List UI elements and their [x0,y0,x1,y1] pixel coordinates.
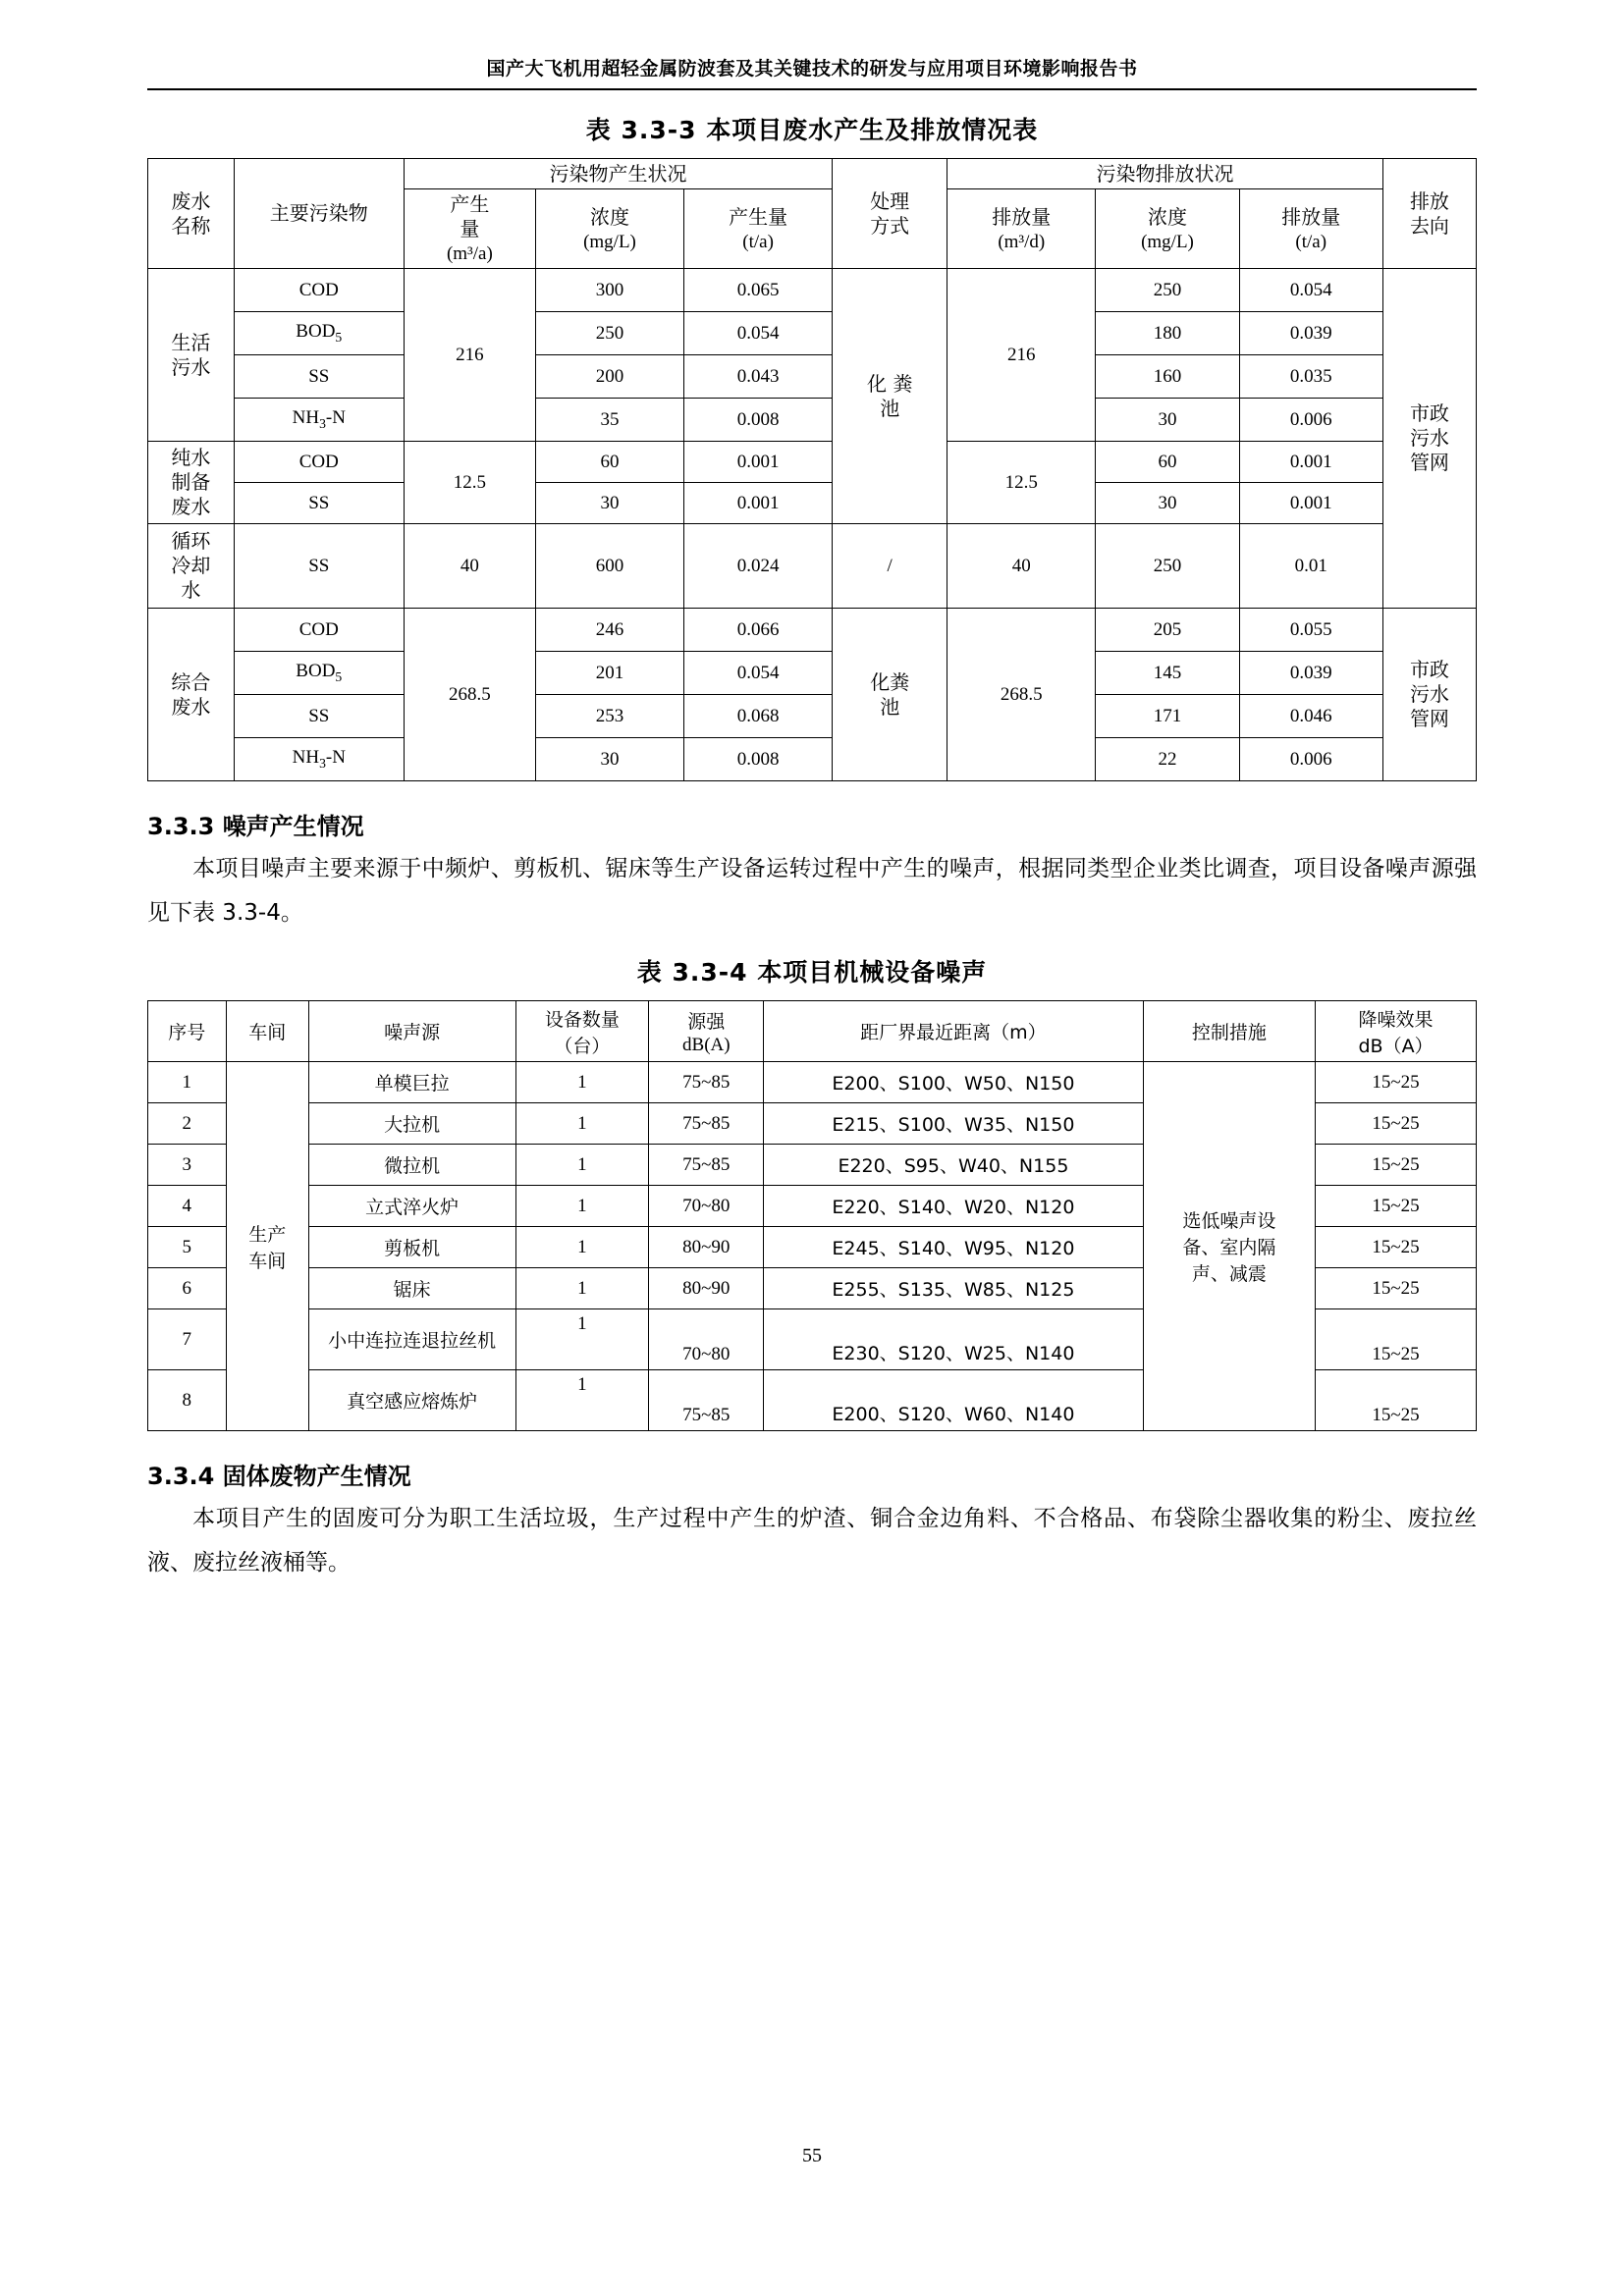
equipment-count-cell: 1 [515,1103,649,1145]
wastewater-table [147,158,1477,781]
dis-amount-cell: 0.035 [1239,355,1382,399]
noise-reduction-cell: 15~25 [1316,1268,1477,1309]
pollutant-cell: COD [234,442,404,483]
wastewater-name-purewater: 纯水 制备 废水 [148,442,235,524]
dis-volume-cell: 216 [947,269,1096,442]
gen-volume-cell: 268.5 [404,609,535,781]
col-header-gen-volume: 产生 量 (m³/a) [404,189,535,269]
col-header-distance: 距厂界最近距离（m） [764,1001,1143,1062]
noise-level-cell: 70~80 [649,1309,764,1370]
noise-source-cell: 微拉机 [308,1145,515,1186]
dis-amount-cell: 0.001 [1239,442,1382,483]
gen-amount-cell: 0.001 [684,442,833,483]
col-header-index: 序号 [148,1001,227,1062]
dis-conc-cell: 145 [1096,652,1239,695]
gen-conc-cell: 600 [535,524,683,609]
noise-level-cell: 75~85 [649,1103,764,1145]
row-index: 4 [148,1186,227,1227]
noise-level-cell: 75~85 [649,1062,764,1103]
col-header-dis-volume: 排放量 (m³/d) [947,189,1096,269]
group-header-generation: 污染物产生状况 [404,159,832,189]
row-index: 2 [148,1103,227,1145]
pollutant-cell: SS [234,524,404,609]
col-header-dis-amount: 排放量 (t/a) [1239,189,1382,269]
workshop-cell: 生产 车间 [226,1062,308,1431]
noise-level-cell: 75~85 [649,1370,764,1431]
equipment-count-cell: 1 [515,1268,649,1309]
dis-conc-cell: 250 [1096,269,1239,312]
table2-title: 表 3.3-4 本项目机械设备噪声 [636,958,988,988]
col-header-measure: 控制措施 [1143,1001,1316,1062]
col-header-source: 噪声源 [308,1001,515,1062]
treatment-cell-septic-1: 化 粪 池 [833,269,947,524]
gen-conc-cell: 35 [535,399,683,442]
equipment-count-cell: 1 [515,1186,649,1227]
dis-conc-cell: 30 [1096,483,1239,524]
noise-source-cell: 单模巨拉 [308,1062,515,1103]
gen-volume-cell: 216 [404,269,535,442]
gen-volume-cell: 40 [404,524,535,609]
dis-conc-cell: 60 [1096,442,1239,483]
equipment-count-cell: 1 [515,1309,649,1370]
gen-amount-cell: 0.065 [684,269,833,312]
dis-amount-cell: 0.046 [1239,695,1382,738]
col-header-workshop: 车间 [226,1001,308,1062]
distance-cell: E215、S100、W35、N150 [764,1103,1143,1145]
gen-amount-cell: 0.066 [684,609,833,652]
gen-amount-cell: 0.043 [684,355,833,399]
gen-conc-cell: 200 [535,355,683,399]
wastewater-name-combined: 综合 废水 [148,609,235,781]
noise-reduction-cell: 15~25 [1316,1062,1477,1103]
pollutant-cell: COD [234,269,404,312]
col-header-reduce: 降噪效果 dB（A） [1316,1001,1477,1062]
noise-source-cell: 立式淬火炉 [308,1186,515,1227]
table1-title: 表 3.3-3 本项目废水产生及排放情况表 [585,116,1039,144]
gen-amount-cell: 0.068 [684,695,833,738]
section-heading-334: 3.3.4 固体废物产生情况 [147,1463,411,1491]
table-row [148,738,1477,781]
gen-conc-cell: 30 [535,738,683,781]
col-header-gen-amount: 产生量 (t/a) [684,189,833,269]
distance-cell: E200、S100、W50、N150 [764,1062,1143,1103]
pollutant-cell: $NH_3-N$ [234,399,404,442]
page-content [147,103,1477,1585]
gen-amount-cell: 0.054 [684,652,833,695]
dis-amount-cell: 0.039 [1239,312,1382,355]
table-row [148,312,1477,355]
dis-conc-cell: 180 [1096,312,1239,355]
noise-reduction-cell: 15~25 [1316,1370,1477,1431]
noise-reduction-cell: 15~25 [1316,1145,1477,1186]
noise-source-cell: 剪板机 [308,1227,515,1268]
distance-cell: E245、S140、W95、N120 [764,1227,1143,1268]
noise-reduction-cell: 15~25 [1316,1103,1477,1145]
gen-conc-cell: 300 [535,269,683,312]
distance-cell: E220、S140、W20、N120 [764,1186,1143,1227]
distance-cell: E200、S120、W60、N140 [764,1370,1143,1431]
pollutant-cell: SS [234,483,404,524]
dis-volume-cell: 40 [947,524,1096,609]
noise-reduction-cell: 15~25 [1316,1186,1477,1227]
dis-amount-cell: 0.039 [1239,652,1382,695]
noise-table [147,1000,1477,1431]
table-row [148,652,1477,695]
col-header-treatment: 处理 方式 [833,159,947,269]
col-header-dis-conc: 浓度 (mg/L) [1096,189,1239,269]
pollutant-cell: $NH_3-N$ [234,738,404,781]
table-row [148,695,1477,738]
distance-cell: E255、S135、W85、N125 [764,1268,1143,1309]
gen-conc-cell: 250 [535,312,683,355]
dis-amount-cell: 0.01 [1239,524,1382,609]
table-row [148,483,1477,524]
dis-conc-cell: 22 [1096,738,1239,781]
destination-cell-municipal-2: 市政 污水 管网 [1382,609,1476,781]
row-index: 7 [148,1309,227,1370]
pollutant-cell: SS [234,695,404,738]
col-header-level: 源强 dB(A) [649,1001,764,1062]
col-header-pollutant: 主要污染物 [234,159,404,269]
pollutant-cell: $BOD_5$ [234,652,404,695]
noise-reduction-cell: 15~25 [1316,1227,1477,1268]
table-row [148,269,1477,312]
gen-amount-cell: 0.008 [684,738,833,781]
equipment-count-cell: 1 [515,1062,649,1103]
equipment-count-cell: 1 [515,1227,649,1268]
dis-amount-cell: 0.001 [1239,483,1382,524]
section-heading-333: 3.3.3 噪声产生情况 [147,813,364,841]
dis-conc-cell: 160 [1096,355,1239,399]
noise-source-cell: 大拉机 [308,1103,515,1145]
dis-volume-cell: 268.5 [947,609,1096,781]
noise-source-cell: 锯床 [308,1268,515,1309]
pollutant-cell: SS [234,355,404,399]
dis-amount-cell: 0.055 [1239,609,1382,652]
group-header-discharge: 污染物排放状况 [947,159,1383,189]
noise-source-cell: 真空感应熔炼炉 [308,1370,515,1431]
noise-level-cell: 80~90 [649,1268,764,1309]
gen-amount-cell: 0.054 [684,312,833,355]
distance-cell: E220、S95、W40、N155 [764,1145,1143,1186]
distance-cell: E230、S120、W25、N140 [764,1309,1143,1370]
col-header-name: 废水 名称 [148,159,235,269]
gen-amount-cell: 0.024 [684,524,833,609]
section-paragraph-333: 本项目噪声主要来源于中频炉、剪板机、锯床等生产设备运转过程中产生的噪声，根据同类型企业类比调查，项目设备噪声源强见下表 3.3-4。 [147,856,1477,927]
gen-volume-cell: 12.5 [404,442,535,524]
table-row [148,159,1477,189]
noise-reduction-cell: 15~25 [1316,1309,1477,1370]
wastewater-name-domestic: 生活 污水 [148,269,235,442]
pollutant-cell: COD [234,609,404,652]
treatment-cell-none: / [833,524,947,609]
dis-amount-cell: 0.054 [1239,269,1382,312]
dis-conc-cell: 250 [1096,524,1239,609]
table-row [148,1001,1477,1062]
row-index: 8 [148,1370,227,1431]
gen-conc-cell: 30 [535,483,683,524]
noise-level-cell: 80~90 [649,1227,764,1268]
header-divider [147,88,1477,90]
equipment-count-cell: 1 [515,1145,649,1186]
wastewater-name-cooling: 循环 冷却 水 [148,524,235,609]
dis-amount-cell: 0.006 [1239,738,1382,781]
gen-amount-cell: 0.008 [684,399,833,442]
dis-conc-cell: 171 [1096,695,1239,738]
dis-conc-cell: 30 [1096,399,1239,442]
table-row [148,399,1477,442]
equipment-count-cell: 1 [515,1370,649,1431]
treatment-cell-septic-2: 化粪 池 [833,609,947,781]
section-paragraph-334: 本项目产生的固废可分为职工生活垃圾，生产过程中产生的炉渣、铜合金边角料、不合格品、布袋除尘器收集的粉尘、废拉丝液、废拉丝液桶等。 [147,1506,1477,1575]
control-measure-cell: 选低噪声设 备、室内隔 声、减震 [1143,1062,1316,1431]
table-row [148,609,1477,652]
dis-amount-cell: 0.006 [1239,399,1382,442]
table-row [148,1062,1477,1103]
col-header-gen-conc: 浓度 (mg/L) [535,189,683,269]
gen-amount-cell: 0.001 [684,483,833,524]
table-row [148,442,1477,483]
table-row [148,524,1477,609]
gen-conc-cell: 253 [535,695,683,738]
gen-conc-cell: 60 [535,442,683,483]
destination-cell-municipal-1: 市政 污水 管网 [1382,269,1476,609]
gen-conc-cell: 246 [535,609,683,652]
dis-volume-cell: 12.5 [947,442,1096,524]
row-index: 6 [148,1268,227,1309]
col-header-count: 设备数量 （台） [515,1001,649,1062]
page-header: 国产大飞机用超轻金属防波套及其关键技术的研发与应用项目环境影响报告书 [486,58,1138,80]
page-number: 55 [802,2145,822,2166]
row-index: 1 [148,1062,227,1103]
table-row [148,355,1477,399]
row-index: 3 [148,1145,227,1186]
dis-conc-cell: 205 [1096,609,1239,652]
pollutant-cell: $BOD_5$ [234,312,404,355]
gen-conc-cell: 201 [535,652,683,695]
noise-level-cell: 70~80 [649,1186,764,1227]
noise-level-cell: 75~85 [649,1145,764,1186]
col-header-destination: 排放 去向 [1382,159,1476,269]
noise-source-cell: 小中连拉连退拉丝机 [308,1309,515,1370]
row-index: 5 [148,1227,227,1268]
